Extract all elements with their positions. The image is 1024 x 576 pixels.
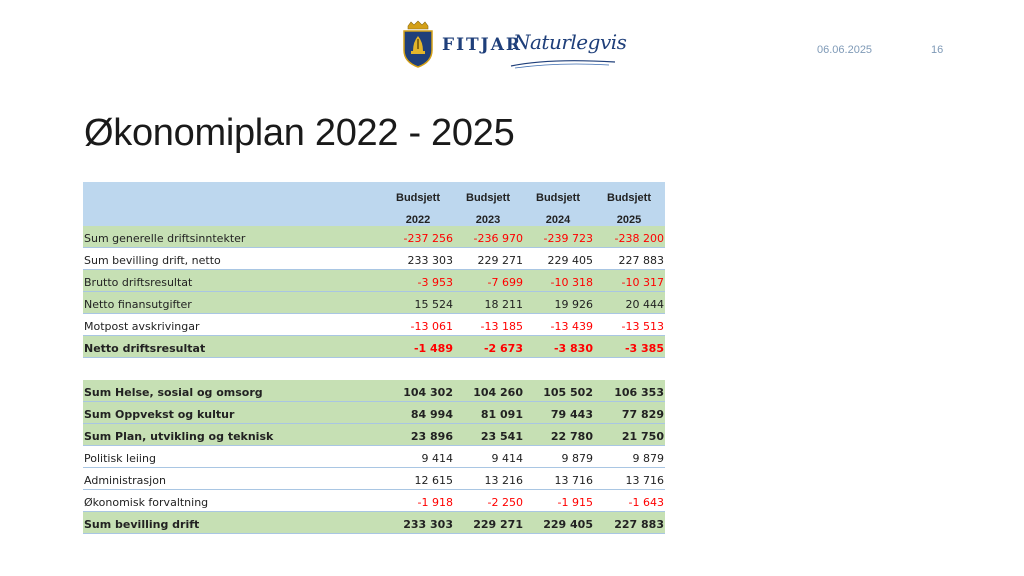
column-header-label: Budsjett [396,192,440,204]
table-cell: 19 926 [554,298,593,311]
logo-wordmark: FITJAR [442,35,523,55]
row-label: Sum generelle driftsinntekter [84,232,246,245]
table-cell: 18 211 [484,298,523,311]
table-row [83,358,665,380]
table-cell: -3 830 [553,342,593,355]
table-cell: -10 318 [550,276,593,289]
table-cell: -2 250 [487,496,523,509]
row-label: Brutto driftsresultat [84,276,193,289]
column-header-year: 2024 [545,214,571,226]
table-row [83,446,665,468]
budget-table [83,182,665,534]
table-row [83,402,665,424]
fitjar-logo [401,20,627,72]
row-label: Sum Oppvekst og kultur [84,408,235,421]
table-header [83,182,665,226]
table-cell: -3 953 [417,276,453,289]
table-cell: 77 829 [621,408,664,421]
table-row [83,292,665,314]
table-cell: 104 260 [473,386,523,399]
table-cell: 229 405 [547,254,593,267]
table-cell: 104 302 [403,386,453,399]
row-label: Netto finansutgifter [84,298,192,311]
table-cell: 229 271 [477,254,523,267]
column-header-year: 2022 [405,214,431,226]
column-header-year: 2025 [616,214,642,226]
row-label: Sum Helse, sosial og omsorg [84,386,263,399]
row-label: Netto driftsresultat [84,342,206,355]
table-cell: 22 780 [550,430,593,443]
slide-number: 16 [931,44,944,56]
table-cell: 106 353 [614,386,664,399]
table-cell: -13 061 [410,320,453,333]
table-cell: -1 643 [628,496,664,509]
table-row [83,380,665,402]
column-header-label: Budsjett [466,192,510,204]
table-cell: 12 615 [414,474,453,487]
table-cell: -238 200 [614,232,664,245]
table-cell: 13 716 [625,474,664,487]
row-label: Politisk leiing [84,452,156,465]
column-header-label: Budsjett [607,192,651,204]
table-cell: 23 541 [480,430,523,443]
table-cell: 105 502 [543,386,593,399]
row-label: Økonomisk forvaltning [84,496,209,509]
table-cell: 9 414 [491,452,523,465]
table-row [83,468,665,490]
row-label: Sum bevilling drift [84,518,200,531]
table-cell: -1 918 [417,496,453,509]
table-cell: 9 414 [421,452,453,465]
table-cell: 79 443 [550,408,593,421]
table-row [83,336,665,358]
table-cell: -7 699 [487,276,523,289]
table-cell: -13 185 [480,320,523,333]
row-label: Sum Plan, utvikling og teknisk [84,430,274,443]
table-cell: -3 385 [624,342,664,355]
table-cell: 13 716 [554,474,593,487]
table-cell: -13 439 [550,320,593,333]
table-cell: -237 256 [403,232,453,245]
table-row [83,248,665,270]
table-row [83,424,665,446]
table-cell: 233 303 [403,518,453,531]
table-cell: 21 750 [621,430,664,443]
table-row [83,270,665,292]
coat-of-arms-icon [401,20,435,68]
row-label: Administrasjon [84,474,166,487]
table-cell: 9 879 [632,452,664,465]
table-cell: 20 444 [625,298,664,311]
table-row [83,226,665,248]
table-cell: -10 317 [621,276,664,289]
table-cell: 233 303 [407,254,453,267]
row-label: Motpost avskrivingar [84,320,200,333]
table-cell: -2 673 [483,342,523,355]
table-cell: 15 524 [414,298,453,311]
table-cell: 229 271 [473,518,523,531]
table-cell: 13 216 [484,474,523,487]
table-cell: -13 513 [621,320,664,333]
row-label: Sum bevilling drift, netto [84,254,221,267]
table-cell: 23 896 [410,430,453,443]
table-body [83,226,665,534]
logo-swoosh-icon [509,56,617,70]
slide-date: 06.06.2025 [817,44,873,56]
table-cell: 9 879 [561,452,593,465]
table-row [83,512,665,534]
table-cell: -236 970 [473,232,523,245]
column-header-year: 2023 [475,214,501,226]
table-cell: 84 994 [410,408,453,421]
table-row [83,490,665,512]
logo-tagline: Naturlegvis [513,30,627,54]
table-cell: 227 883 [614,518,664,531]
table-row [83,314,665,336]
table-cell: -1 915 [557,496,593,509]
table-cell: -239 723 [543,232,593,245]
table-cell: 229 405 [543,518,593,531]
page-title: Økonomiplan 2022 - 2025 [84,112,515,154]
table-cell: -1 489 [413,342,453,355]
table-cell: 227 883 [618,254,664,267]
table-cell: 81 091 [480,408,523,421]
column-header-label: Budsjett [536,192,580,204]
